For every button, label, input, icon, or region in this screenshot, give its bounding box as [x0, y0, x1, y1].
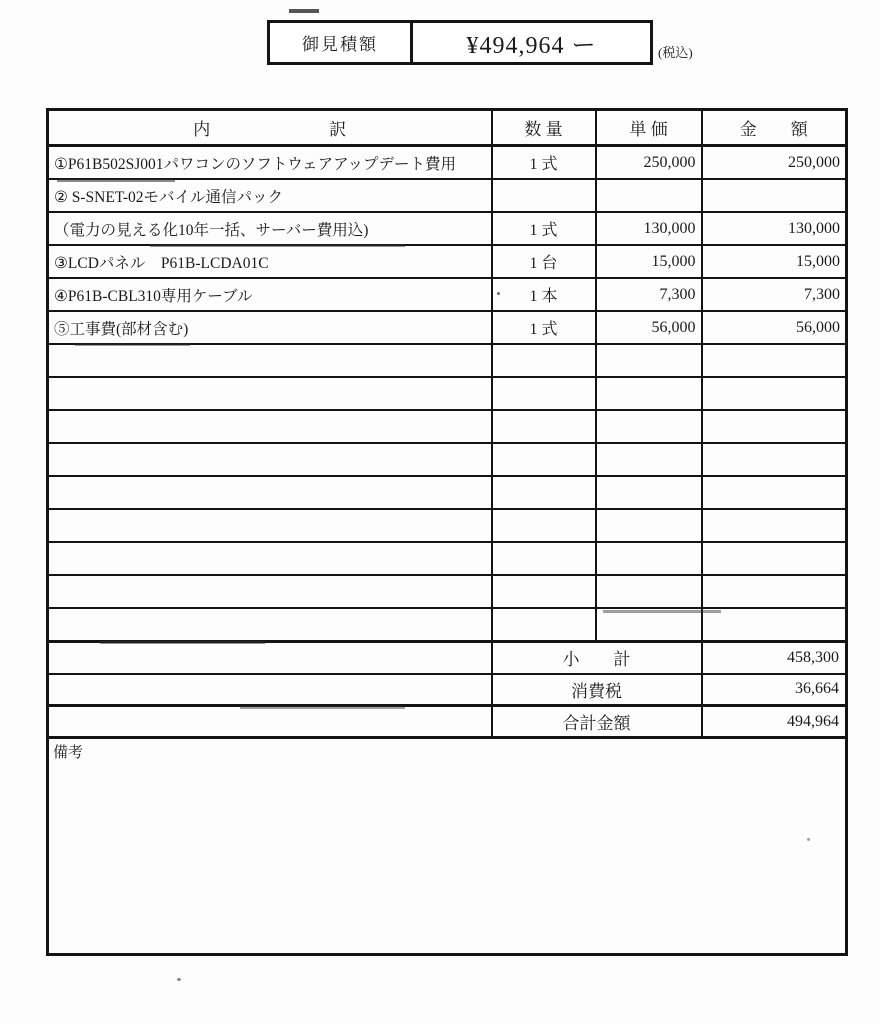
- empty-cell: [702, 608, 847, 642]
- item-unit-price: 130,000: [596, 212, 702, 245]
- table-row: [48, 245, 847, 278]
- empty-cell: [596, 377, 702, 410]
- tax-included-note: (税込): [658, 45, 693, 60]
- col-header-amount: 金 額: [702, 110, 847, 146]
- col-header-unit-price: 単 価: [596, 110, 702, 146]
- empty-table-row: [48, 575, 847, 608]
- col-header-breakdown: 内 訳: [48, 110, 492, 146]
- table-row: [48, 146, 847, 180]
- estimate-amount-label: 御見積額: [270, 23, 413, 62]
- empty-cell: [596, 443, 702, 476]
- empty-cell: [48, 344, 492, 377]
- item-quantity: 1 式: [492, 146, 596, 180]
- subtotal-amount: 458,300: [702, 642, 847, 674]
- empty-cell: [48, 377, 492, 410]
- empty-cell: [596, 542, 702, 575]
- empty-cell: [596, 608, 702, 642]
- empty-cell: [702, 509, 847, 542]
- empty-cell: [492, 509, 596, 542]
- empty-cell: [492, 476, 596, 509]
- tax-row: [48, 674, 847, 706]
- empty-table-row: [48, 608, 847, 642]
- empty-cell: [492, 377, 596, 410]
- item-description: （電力の見える化10年一括、サーバー費用込): [48, 212, 492, 245]
- remarks-label: 備考: [53, 745, 84, 761]
- blank-cell: [48, 642, 492, 674]
- empty-cell: [492, 410, 596, 443]
- empty-table-row: [48, 410, 847, 443]
- empty-cell: [48, 608, 492, 642]
- total-label: 合計金額: [492, 706, 702, 738]
- item-quantity: 1 式: [492, 212, 596, 245]
- item-description: ⑤工事費(部材含む): [48, 311, 492, 344]
- item-rows: [48, 146, 847, 345]
- empty-cell: [492, 575, 596, 608]
- item-unit-price: [596, 179, 702, 212]
- empty-cell: [596, 575, 702, 608]
- empty-cell: [702, 377, 847, 410]
- col-header-quantity: 数 量: [492, 110, 596, 146]
- item-quantity: 1 台: [492, 245, 596, 278]
- empty-table-row: [48, 542, 847, 575]
- empty-cell: [492, 344, 596, 377]
- item-unit-price: 56,000: [596, 311, 702, 344]
- item-quantity: [492, 179, 596, 212]
- empty-table-row: [48, 344, 847, 377]
- item-amount: [702, 179, 847, 212]
- empty-cell: [702, 410, 847, 443]
- empty-cell: [596, 410, 702, 443]
- empty-cell: [48, 575, 492, 608]
- empty-rows: [48, 344, 847, 642]
- tax-amount: 36,664: [702, 674, 847, 706]
- table-row: [48, 311, 847, 344]
- empty-table-row: [48, 476, 847, 509]
- item-quantity: 1 式: [492, 311, 596, 344]
- blank-cell: [48, 674, 492, 706]
- total-amount: 494,964: [702, 706, 847, 738]
- subtotal-label: 小 計: [492, 642, 702, 674]
- empty-cell: [48, 476, 492, 509]
- item-amount: 7,300: [702, 278, 847, 311]
- item-amount: 15,000: [702, 245, 847, 278]
- scan-artifact: [289, 9, 319, 13]
- estimate-amount-value: ¥494,964 ー: [466, 33, 597, 59]
- item-description: ② S-SNET-02モバイル通信パック: [48, 179, 492, 212]
- summary-rows: [48, 642, 847, 955]
- empty-cell: [596, 476, 702, 509]
- empty-cell: [702, 443, 847, 476]
- empty-table-row: [48, 377, 847, 410]
- empty-cell: [702, 575, 847, 608]
- remarks-row: [48, 738, 847, 955]
- item-description: ④P61B-CBL310専用ケーブル: [48, 278, 492, 311]
- empty-table-row: [48, 443, 847, 476]
- tax-label: 消費税: [492, 674, 702, 706]
- empty-cell: [492, 608, 596, 642]
- item-amount: 56,000: [702, 311, 847, 344]
- item-unit-price: 7,300: [596, 278, 702, 311]
- empty-cell: [702, 542, 847, 575]
- empty-cell: [596, 509, 702, 542]
- item-amount: 250,000: [702, 146, 847, 180]
- item-description: ③LCDパネル P61B-LCDA01C: [48, 245, 492, 278]
- empty-cell: [702, 344, 847, 377]
- total-row: [48, 706, 847, 738]
- subtotal-row: [48, 642, 847, 674]
- remarks-cell: [48, 738, 847, 955]
- empty-table-row: [48, 509, 847, 542]
- empty-cell: [702, 476, 847, 509]
- item-quantity: 1 本: [492, 278, 596, 311]
- blank-cell: [48, 706, 492, 738]
- table-row: [48, 278, 847, 311]
- empty-cell: [48, 509, 492, 542]
- estimate-amount-box: [267, 20, 653, 65]
- table-header-row: [48, 110, 847, 146]
- empty-cell: [492, 542, 596, 575]
- empty-cell: [596, 344, 702, 377]
- item-description: ①P61B502SJ001パワコンのソフトウェアアップデート費用: [48, 146, 492, 180]
- scan-artifact: [177, 978, 181, 981]
- empty-cell: [48, 542, 492, 575]
- item-unit-price: 15,000: [596, 245, 702, 278]
- empty-cell: [492, 443, 596, 476]
- header-rows: [48, 110, 847, 146]
- estimate-breakdown-table: [46, 108, 848, 956]
- item-unit-price: 250,000: [596, 146, 702, 180]
- table-row: [48, 212, 847, 245]
- empty-cell: [48, 410, 492, 443]
- empty-cell: [48, 443, 492, 476]
- item-amount: 130,000: [702, 212, 847, 245]
- table-row: [48, 179, 847, 212]
